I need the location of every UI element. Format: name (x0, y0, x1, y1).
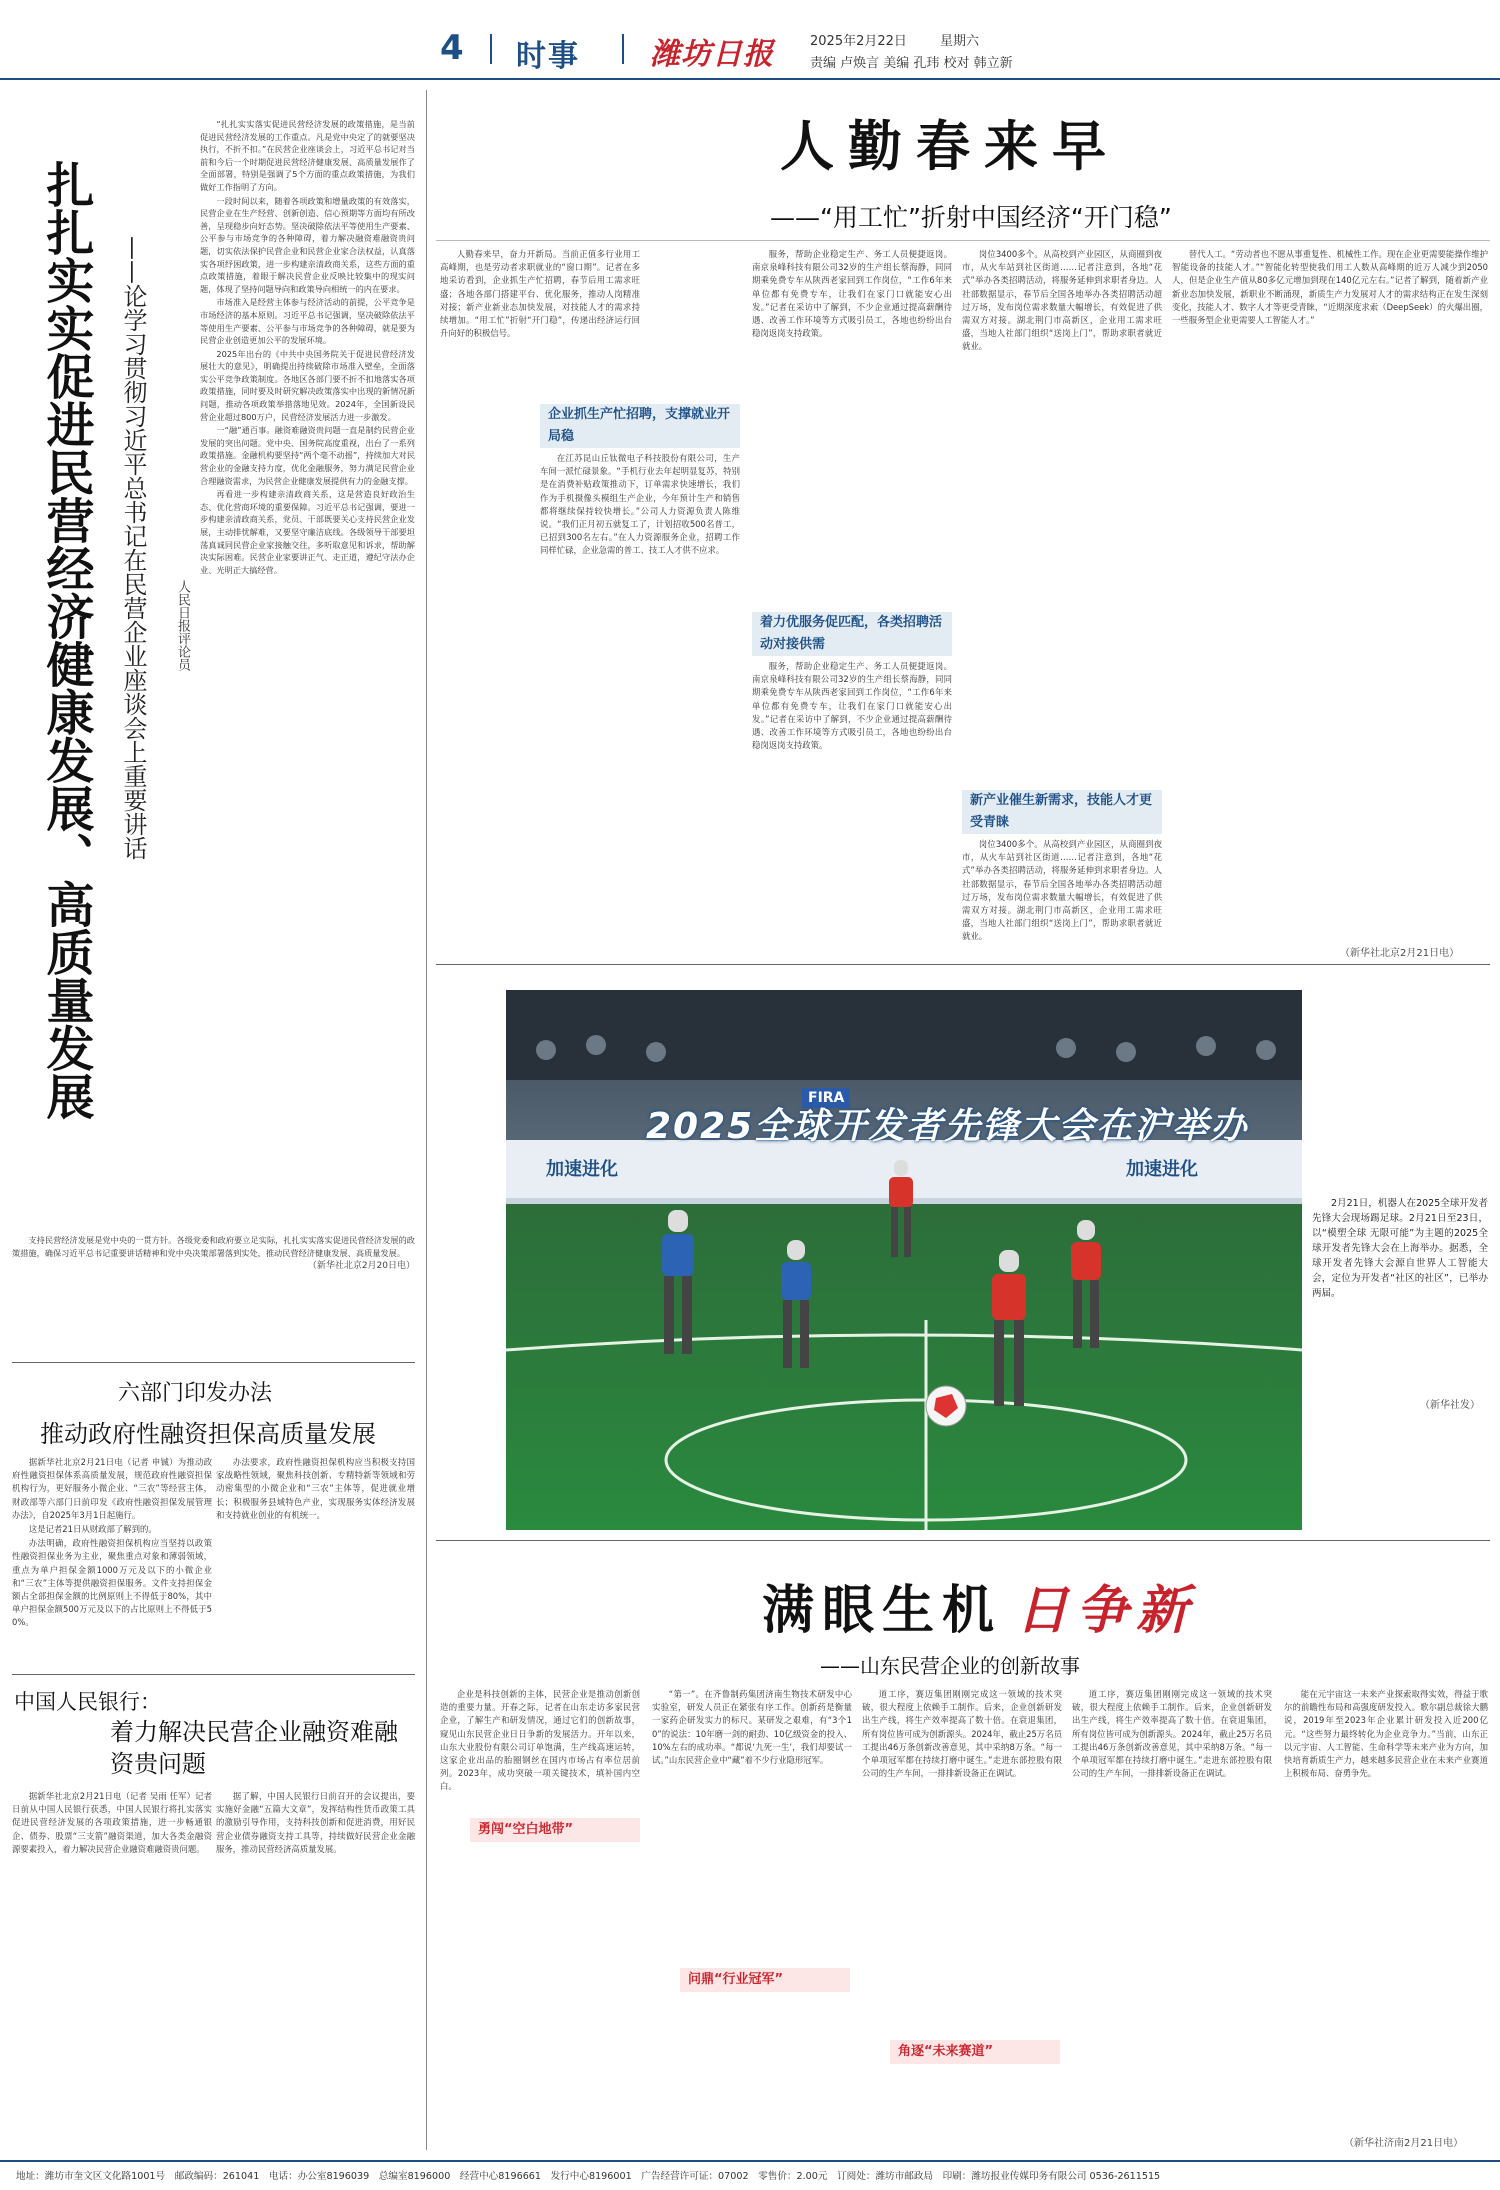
feature2-col3: 道工序，赛迈集团刚刚完成这一领域的技术突破，很大程度上依赖手工制作。后来，企业创新研发出生产线，将生产效率提高了数十倍。在衰退集团，所有岗位皆可成为创新源头。2024年，截止25万名员工提出46万条创新改善意见，其中采纳8万条。“每一个单项冠军都在持续打磨中诞生。”走进东部控股有限公司的生产车间，一排排新设备正在调试。 (862, 1689, 1062, 1779)
robot-red (1066, 1220, 1106, 1350)
divider (436, 964, 1490, 965)
robot-blue (776, 1240, 816, 1370)
news1-body-2: 办法要求，政府性融资担保机构应当积极支持国家战略性领域，聚焦科技创新、专精特新等领域和劳动密集型的小微企业和“三农”主体等，促进就业增长；积极服务县域特色产业，实现服务实体经济发展和支持就业创业的有机统一。 (216, 1457, 415, 1520)
sign-left: 加速进化 (546, 1159, 618, 1180)
feature2-subhead-3: 角逐“未来赛道” (890, 2040, 1060, 2064)
feature2-col4: 道工序，赛迈集团刚刚完成这一领域的技术突破，很大程度上依赖手工制作。后来，企业创新研发出生产线，将生产效率提高了数十倍。在衰退集团，所有岗位皆可成为创新源头。2024年，截止25万名员工提出46万条创新改善意见，其中采纳8万条。“每一个单项冠军都在持续打磨中诞生。”走进东部控股有限公司的生产车间，一排排新设备正在调试。 (1072, 1689, 1272, 1779)
commentary-source: （新华社北京2月20日电） (307, 1261, 415, 1272)
news2-kicker: 中国人民银行： (14, 1690, 161, 1714)
commentary-body-bottom: 支持民营经济发展是党中央的一贯方针。各级党委和政府要立足实际，扎扎实实落实促进民营经济发展的政策措施，确保习近平总书记重要讲话精神和党中央决策部署落到实处，推动民营经济健康发展、高质量发展。 （新华社北京2月20日电） (12, 1235, 415, 1272)
masthead-divider (490, 34, 492, 64)
editor-credits: 责编 卢焕言 美编 孔玮 校对 韩立新 (810, 56, 1013, 71)
photo-caption: 2月21日，机器人在2025全球开发者先锋大会现场踢足球。2月21日至23日，以“模塑全球 无限可能”为主题的2025全球开发者先锋大会在上海举办。据悉，全球开发者先锋大会源自世界人工智能大会，定位为开发者“社区的社区”，已举办两届。 (1312, 1198, 1488, 1299)
commentary-title: 扎扎实实促进民营经济健康发展、高质量发展 (38, 160, 94, 1120)
feature2-col5: 能在元宇宙这一未来产业探索取得实效，得益于歌尔的前瞻性布局和高强度研发投入。歌尔副总裁徐大鹏说，2019年至2023年企业累计研发投入近200亿元。“这些努力最终转化为企业竞争力。”当前，山东正以元宇宙、人工智能、生命科学等未来产业为方向，加快培育新质生产力，越来越多民营企业在未来产业赛道上积极布局、奋勇争先。 (1284, 1689, 1488, 1779)
paper-name-logo: 潍坊日报 (650, 37, 774, 72)
masthead-divider-2 (622, 34, 624, 64)
feature2-subtitle: ——山东民营企业的创新故事 (820, 1654, 1080, 1678)
feature1-col2b: 服务，帮助企业稳定生产、务工人员便捷返岗。南京泉峰科技有限公司32岁的生产组长蔡海静，同同期乘免费专车从陕西老家回到工作岗位，“工作6年来单位都有免费专车，让我们在家门口就能安心出发。”记者在采访中了解到，不少企业通过提高薪酬待遇、改善工作环境等方式吸引员工，各地也纷纷出台稳岗返岗支持政策。 (752, 661, 952, 751)
robot-red (986, 1250, 1032, 1410)
feature1-col1b: 在江苏昆山丘钛微电子科技股份有限公司，生产车间一派忙碌景象。“手机行业去年起明显复苏，特别是在消费补贴政策推动下，订单需求快速增长，我们作为手机摄像头模组生产企业，今年预计生产和销售都将继续保持较快增长。”公司人力资源负责人陈维说。“我们正月初五就复工了，计划招收500名普工，已招到300名左右。”在人力资源服务企业，招聘工作同样忙碌，企业急需的普工、技工人才供不应求。 (540, 453, 740, 556)
banner-logo: FIRA (802, 1088, 850, 1108)
robot-soccer-illustration (506, 990, 1302, 1530)
feature1-title: 人勤春来早 (780, 114, 1120, 178)
footer-info: 地址：潍坊市奎文区文化路1001号 邮政编码：261041 电话：办公室8196039 总编室8196000 经营中心8196661 发行中心8196001 广告经营许可证：07002 零售价：2.00元 订阅处：潍坊市邮政局 印刷：潍坊报业传媒印务有限公司 0536-2611515 (16, 2171, 1161, 2182)
feature2-subhead-2: 问鼎“行业冠军” (680, 1968, 850, 1992)
feature1-col3: 岗位3400多个。从高校到产业园区，从商圈到夜市，从火车站到社区街道……记者注意到，各地“花式”举办各类招聘活动，将服务延伸到求职者身边。人社部数据显示，春节后全国各地举办各类招聘活动超过万场，发布岗位需求数量大幅增长，有效促进了供需双方对接。湖北荆门市高新区，企业用工需求旺盛，当地人社部门组织“送岗上门”，帮助求职者就近就业。 (962, 249, 1162, 352)
page-number: 4 (440, 28, 464, 68)
photo-headline: 2025全球开发者先锋大会在沪举办 (646, 1106, 1249, 1147)
robot-blue (656, 1210, 700, 1360)
news2-body-2: 据了解，中国人民银行日前召开的会议提出，要实施好金融“五篇大文章”，发挥结构性货币政策工具的激励引导作用，支持科技创新和促进消费，用好民营企业债券融资支持工具等，持续做好民营企业金融服务，推动民营经济高质量发展。 (216, 1791, 415, 1854)
feature1-subtitle: ——“用工忙”折射中国经济“开门稳” (770, 203, 1172, 232)
feature1-col4: 替代人工。“劳动者也不愿从事重复性、机械性工作。现在企业更需要能操作维护智能设备的技能人才。”“智能化转型使我们用工人数从高峰期的近万人减少到2050人，但是企业生产值从80多亿元增加到现在140亿元左右。”记者了解到，随着新产业新业态加快发展，新职业不断涌现，新质生产力发展对人才的需求结构正在发生深刻变化，技能人才、数字人才等更受青睐，“近期深度求索（DeepSeek）的火爆出圈，一些服务型企业更需要人工智能人才。” (1172, 249, 1488, 326)
news2-title-line1: 着力解决民营企业融资难融资贵问题 (110, 1718, 398, 1778)
photo-credit: （新华社发） (1420, 1400, 1480, 1411)
commentary-body: “扎扎实实落实促进民营经济发展的政策措施，是当前促进民营经济发展的工作重点。凡是党中央定了的就要坚决执行，不折不扣。”在民营企业座谈会上，习近平总书记对当前和今后一个时期促进民营经济健康发展、高质量发展作了全面部署，特别是强调了5个方面的重点政策措施，为我们做好工作指明了方向。 一段时间以来，随着各项政策和增量政策的有效落实，民营企业在生产经营、创新创造、信心预期等方面均有所改善，呈现稳步向好态势。坚决破除依法平等使用生产要素、公平参与市场竞争的各种障碍，着力解决融资难融资贵问题，切实依法保护民营企业和民营企业家合法权益，认真落实各项纾困政策，进一步构建亲清政商关系，这些方面的重点政策措施，着眼于解决民营企业反映比较集中的现实问题，体现了坚持问题导向和政策导向相统一的内在要求。 市场准入是经营主体参与经济活动的前提，公平竞争是市场经济的基本原则。习近平总书记强调，坚决破除依法平等使用生产要素、公平参与市场竞争的各种障碍，就是要为民营企业创造更加公平的发展环境。 2025年出台的《中共中央国务院关于促进民营经济发展壮大的意见》，明确提出持续破除市场准入壁垒，全面落实公平竞争政策制度。各地区各部门要不折不扣地落实各项政策措施，同时要及时研究解决政策落实中出现的新情况新问题，推动各项政策举措落地见效。2024年，全国新设民营企业超过800万户，民营经济发展活力进一步激发。 一“融”通百事。融资难融资贵问题一直是制约民营企业发展的突出问题。党中央、国务院高度重视，出台了一系列政策措施。金融机构要坚持“两个毫不动摇”，持续加大对民营企业的金融支持力度，优化金融服务，努力满足民营企业合理融资需求，为民营企业健康发展提供有力的金融支撑。 再看进一步构建亲清政商关系，这是营造良好政治生态、优化营商环境的重要保障。习近平总书记强调，要进一步构建亲清政商关系，党员、干部既要关心支持民营企业发展，主动排忧解难，又要坚守廉洁底线。各级领导干部要坦荡真诚同民营企业家接触交往，多听取意见和诉求，帮助解决实际困难。民营企业家要讲正气、走正道，遵纪守法办企业、光明正大搞经营。 (200, 119, 415, 575)
news1-title: 推动政府性融资担保高质量发展 (40, 1420, 376, 1448)
feature1-subhead-2: 着力优服务促匹配，各类招聘活动对接供需 (752, 612, 952, 656)
news1-kicker: 六部门印发办法 (118, 1381, 273, 1406)
divider (436, 1540, 1490, 1541)
divider (12, 1674, 415, 1675)
commentary-byline: 人民日报评论员 (175, 580, 190, 671)
feature1-col3b: 岗位3400多个。从高校到产业园区，从商圈到夜市，从火车站到社区街道……记者注意到，各地“花式”举办各类招聘活动，将服务延伸到求职者身边。人社部数据显示，春节后全国各地举办各类招聘活动超过万场，发布岗位需求数量大幅增长，有效促进了供需双方对接。湖北荆门市高新区，企业用工需求旺盛，当地人社部门组织“送岗上门”，帮助求职者就近就业。 (962, 839, 1162, 942)
sign-right: 加速进化 (1126, 1159, 1198, 1180)
robot-soccer-photo (506, 990, 1302, 1530)
feature2-col2: “第一”。在齐鲁制药集团济南生物技术研发中心实验室，研发人员正在紧张有序工作。创新药是衡量一家药企研发实力的标尺。某研发之艰难，有“3个10”的说法：10年磨一剑的耐劲、10亿级资金的投入、10%左右的成功率。“都说‘九死一生’，我们却要试一试。”山东民营企业中“藏”着不少行业隐形冠军。 (652, 1689, 852, 1766)
feature1-col2: 服务，帮助企业稳定生产、务工人员便捷返岗。南京泉峰科技有限公司32岁的生产组长蔡海静，同同期乘免费专车从陕西老家回到工作岗位，“工作6年来单位都有免费专车，让我们在家门口就能安心出发。”记者在采访中了解到，不少企业通过提高薪酬待遇、改善工作环境等方式吸引员工，各地也纷纷出台稳岗返岗支持政策。 (752, 249, 952, 339)
robot-red (886, 1160, 916, 1260)
feature2-title (762, 1568, 1196, 1643)
divider (436, 240, 1490, 241)
feature1-subhead-3: 新产业催生新需求，技能人才更受青睐 (962, 790, 1162, 834)
feature1-subhead-1: 企业抓生产忙招聘，支撑就业开局稳 (540, 404, 740, 448)
feature2-title-black: 满眼生机 (762, 1580, 1003, 1641)
feature2-subhead-1: 勇闯“空白地带” (470, 1818, 640, 1842)
masthead-rule (0, 78, 1500, 80)
news1-body: 据新华社北京2月21日电（记者 申铖）为推动政府性融资担保体系高质量发展，规范政府性融资担保机构行为，更好服务小微企业、“三农”等经营主体，财政部等六部门日前印发《政府性融资担保发展管理办法》，自2025年3月1日起施行。 这是记者21日从财政部了解到的。 办法明确，政府性融资担保机构应当坚持以政策性融资担保业务为主业，聚焦重点对象和薄弱领域，重点为单户担保金额1000万元及以下的小微企业和“三农”主体等提供融资担保服务。文件支持担保金额占全部担保金额的比例原则上不得低于80%，其中单户担保金额500万元及以下的占比原则上不得低于50%。 (12, 1457, 212, 1628)
section-name: 时事 (516, 39, 580, 74)
feature2-col1: 企业是科技创新的主体，民营企业是推动创新创造的重要力量。开春之际，记者在山东走访多家民营企业，了解生产和研发情况，通过它们的创新故事，窥见山东民营企业日日争新的发展活力。开年以来，山东大业股份有限公司订单饱满，生产线高速运转，这家企业出品的胎圈钢丝在国内市场占有率位居前列。2023年，成功突破一项关键技术，填补国内空白。 (440, 1689, 640, 1792)
issue-date: 2025年2月22日 (810, 34, 907, 49)
column-divider (426, 90, 427, 2150)
commentary-subtitle: ——论学习贯彻习近平总书记在民营企业座谈会上重要讲话 (119, 236, 147, 860)
feature2-source: （新华社济南2月21日电） (1344, 2138, 1464, 2149)
news2-body: 据新华社北京2月21日电（记者 吴雨 任军）记者日前从中国人民银行获悉，中国人民银行将扎实落实促进民营经济发展的各项政策措施，进一步畅通银企、债券、股票“三支箭”融资渠道，加大各类金融资源要素投入，着力解决民营企业融资难融资贵问题。 (12, 1791, 212, 1854)
footer-rule (0, 2160, 1500, 2162)
feature2-title-red: 日争新 (1016, 1580, 1197, 1641)
issue-weekday: 星期六 (940, 34, 980, 49)
masthead (0, 0, 1500, 80)
feature1-source: （新华社北京2月21日电） (1340, 948, 1460, 959)
feature1-col1: 人勤春来早，奋力开新局。当前正值多行业用工高峰期，也是劳动者求职就业的“窗口期”。记者在多地采访看到，企业抓生产忙招聘，春节后用工需求旺盛；各地各部门搭建平台、优化服务，推动人岗精准对接；新产业新业态加快发展，对技能人才的需求持续增加。“用工忙”折射“开门稳”，传递出经济运行回升向好的积极信号。 (440, 249, 640, 339)
divider (12, 1362, 415, 1363)
